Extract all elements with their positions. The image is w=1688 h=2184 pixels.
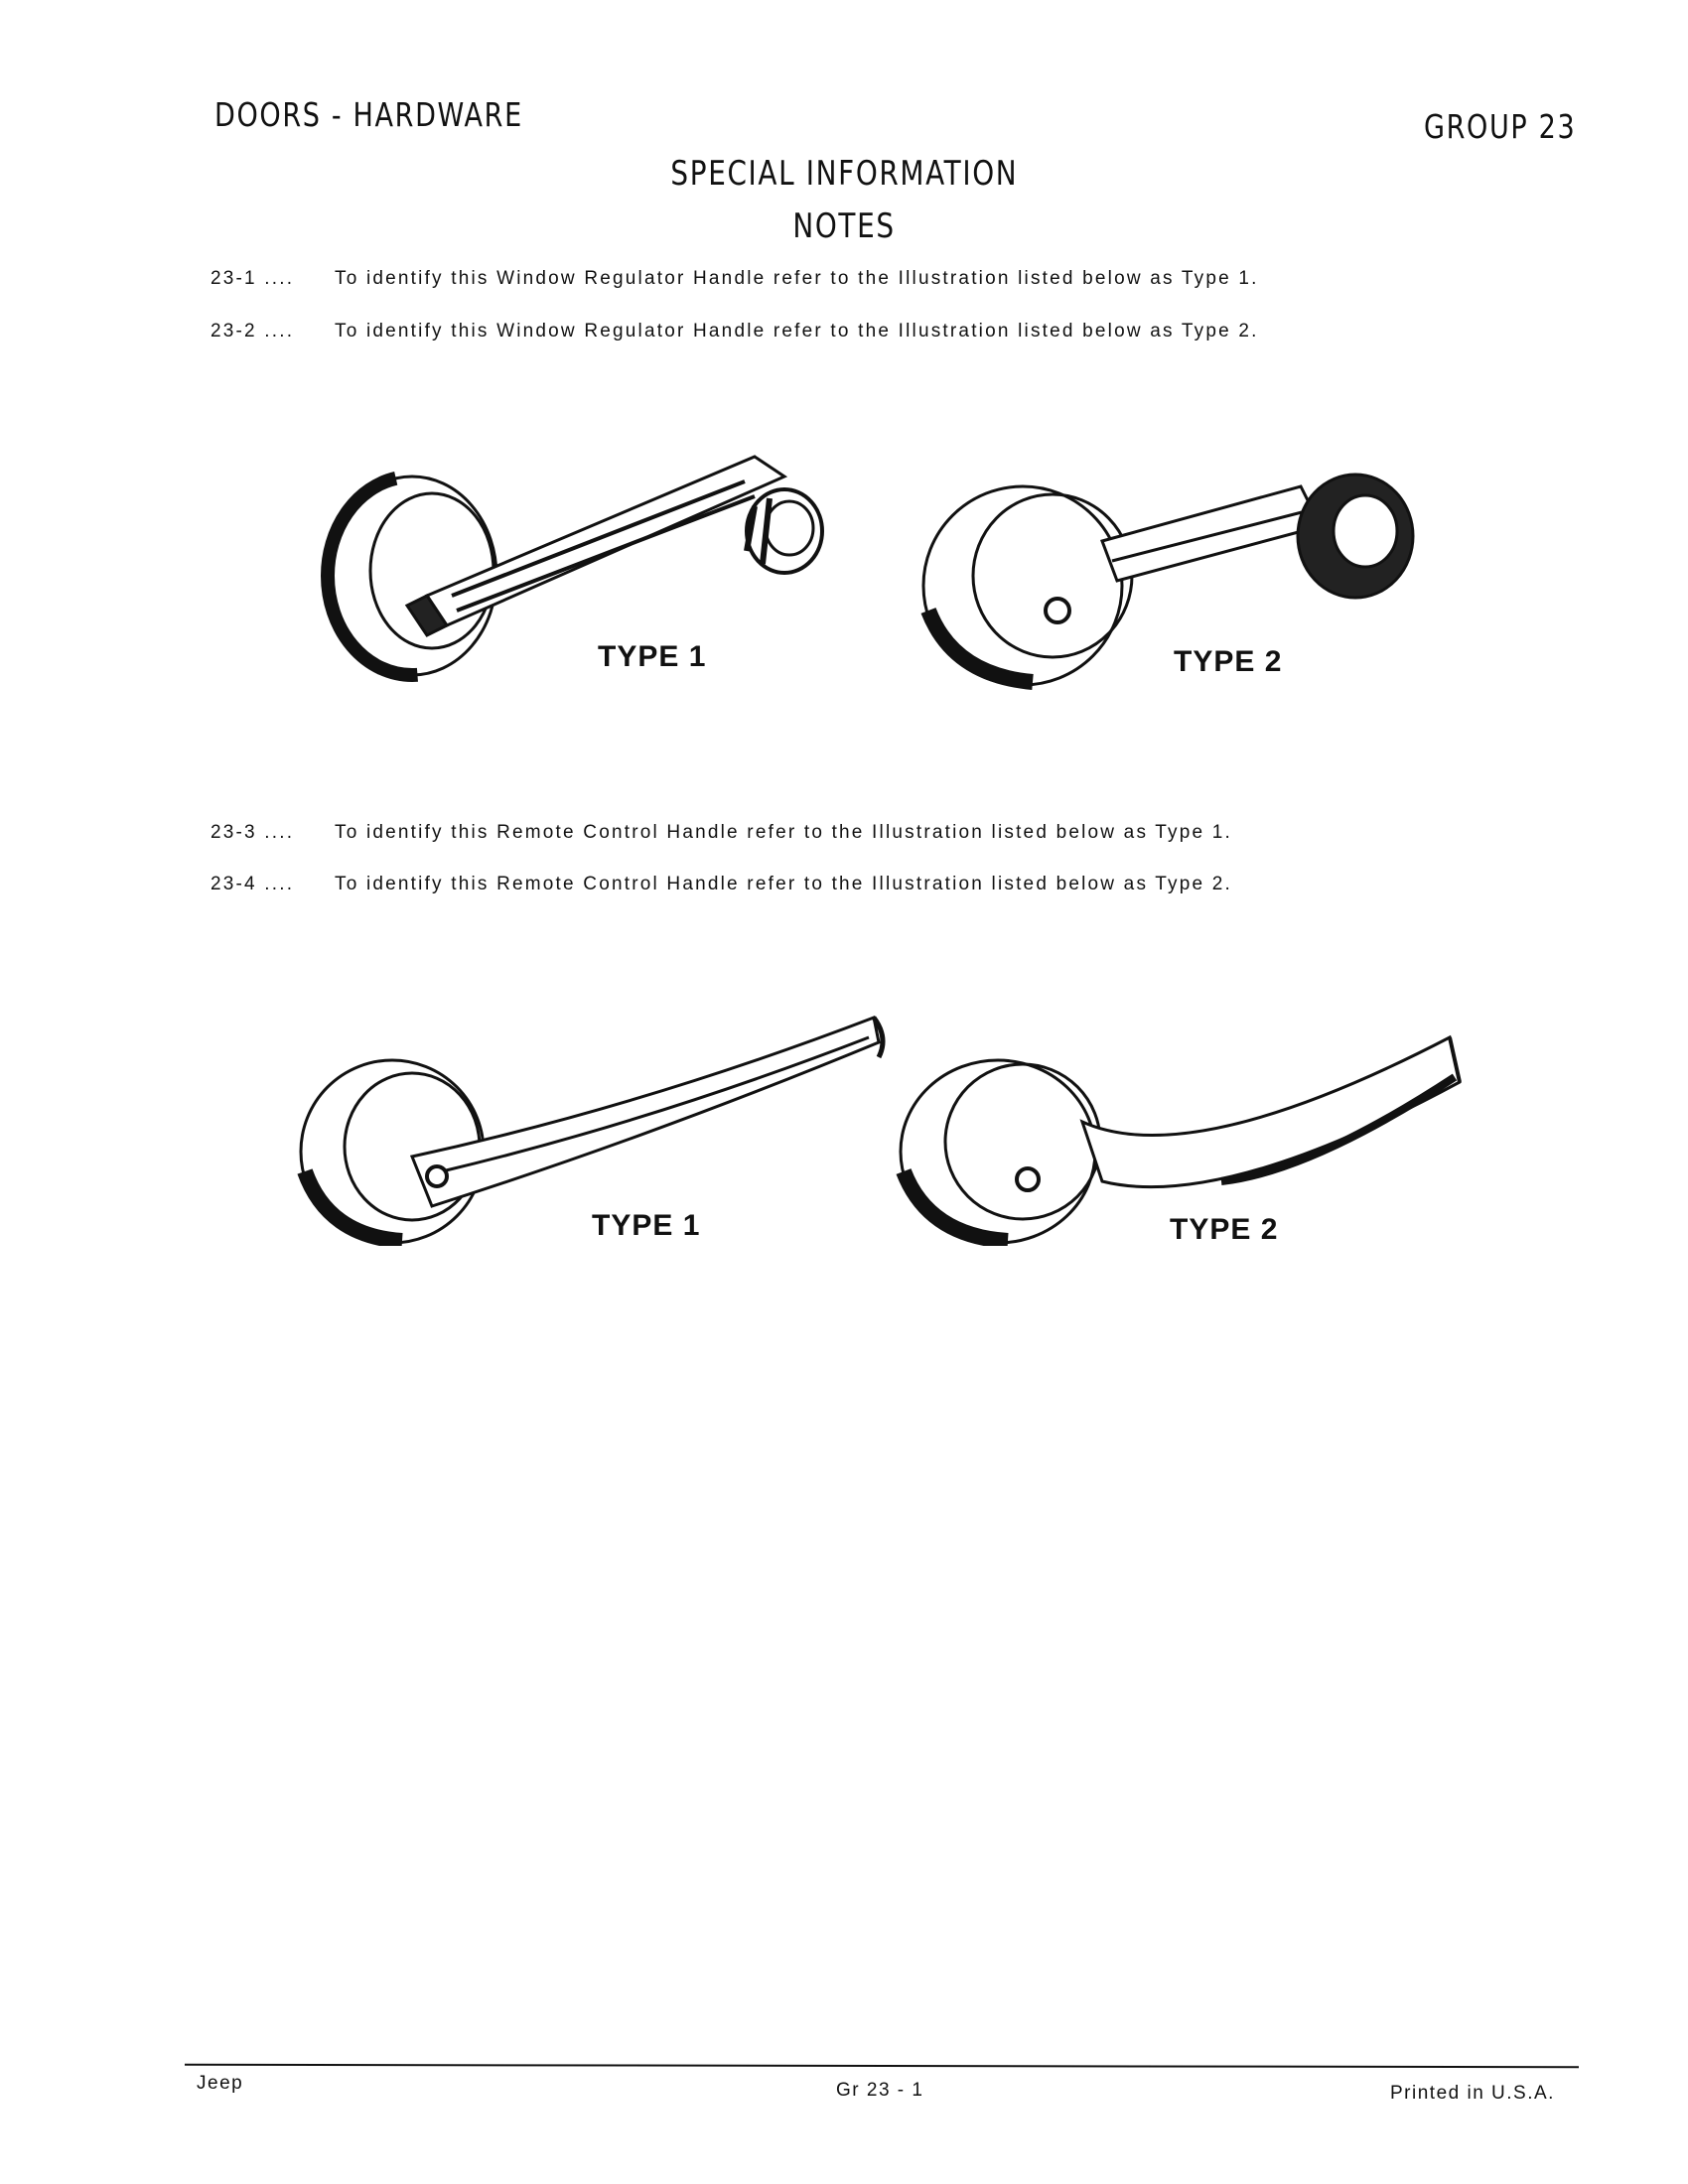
note-number: 23-1 .... xyxy=(211,268,295,289)
window-type2-label: TYPE 2 xyxy=(1174,645,1283,678)
remote-type2-label: TYPE 2 xyxy=(1170,1213,1279,1246)
note-number: 23-2 .... xyxy=(211,321,295,341)
note-23-3 xyxy=(211,822,1232,844)
note-number: 23-4 .... xyxy=(211,874,295,894)
note-text: To identify this Remote Control Handle refer to the Illustration listed below as Type 2. xyxy=(335,874,1233,894)
footer-rule xyxy=(185,2064,1579,2068)
footer-brand: Jeep xyxy=(197,2073,244,2094)
note-text: To identify this Window Regulator Handle refer to the Illustration listed below as Type 1. xyxy=(335,268,1259,289)
section-title: DOORS - HARDWARE xyxy=(214,95,523,134)
group-label: GROUP 23 xyxy=(1424,107,1577,146)
note-23-1 xyxy=(211,268,1259,290)
note-23-4 xyxy=(211,874,1232,895)
footer-page-number: Gr 23 - 1 xyxy=(836,2080,924,2101)
note-text: To identify this Window Regulator Handle refer to the Illustration listed below as Type 2. xyxy=(335,321,1259,341)
footer-printed: Printed in U.S.A. xyxy=(1390,2083,1555,2104)
window-type1-label: TYPE 1 xyxy=(598,640,707,673)
page-subtitle: NOTES xyxy=(792,206,896,246)
remote-control-handle-type1-illustration xyxy=(293,998,889,1246)
remote-type1-label: TYPE 1 xyxy=(592,1209,701,1242)
note-number: 23-3 .... xyxy=(211,822,295,843)
page-title: SPECIAL INFORMATION xyxy=(670,154,1018,194)
note-text: To identify this Remote Control Handle refer to the Illustration listed below as Type 1. xyxy=(335,822,1233,843)
note-23-2 xyxy=(211,321,1259,342)
